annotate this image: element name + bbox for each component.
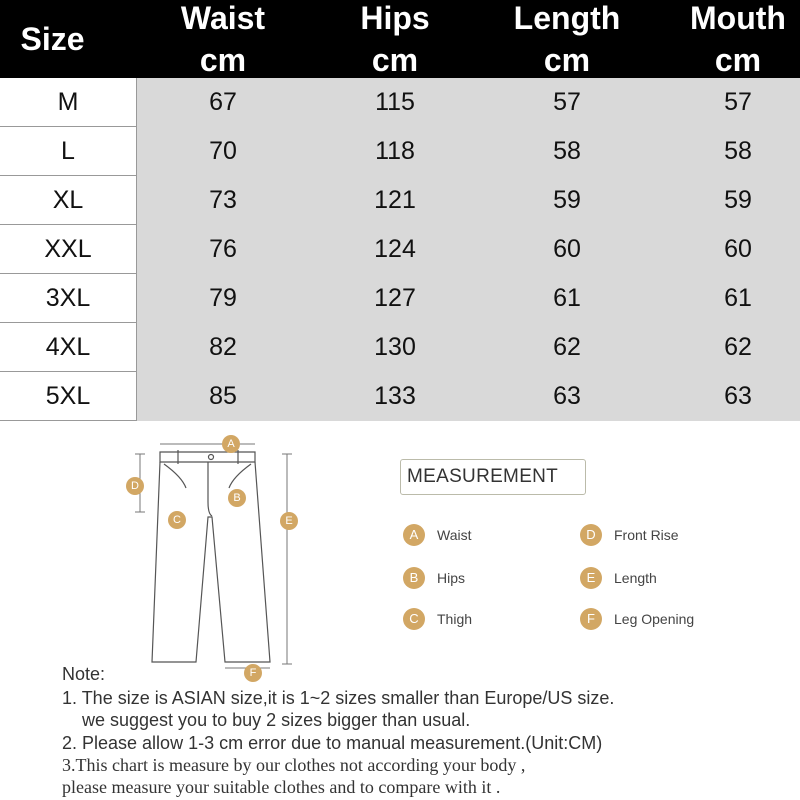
length-cell: 63	[553, 382, 581, 410]
values-band	[137, 127, 800, 176]
table-row	[0, 225, 800, 274]
header-mouth-unit: cm	[714, 42, 762, 78]
waist-cell: 76	[209, 235, 237, 263]
length-cell: 58	[553, 137, 581, 165]
marker-a-icon: A	[222, 435, 240, 453]
waist-cell: 70	[209, 137, 237, 165]
length-cell: 57	[553, 88, 581, 116]
table-row	[0, 78, 800, 127]
marker-e-icon: E	[280, 512, 298, 530]
length-cell: 61	[553, 284, 581, 312]
values-band	[137, 323, 800, 372]
marker-f-icon: F	[244, 664, 262, 682]
notes-heading: Note:	[62, 664, 106, 684]
mouth-cell: 60	[724, 235, 752, 263]
badge-e-icon: E	[580, 567, 602, 589]
badge-b-icon: B	[403, 567, 425, 589]
waist-cell: 67	[209, 88, 237, 116]
header-size: Size	[20, 21, 85, 57]
marker-c-icon: C	[168, 511, 186, 529]
size-cell: 3XL	[0, 274, 137, 323]
pants-measurement-diagram	[120, 432, 320, 679]
note-3-continued: please measure your suitable clothes and to compare with it .	[62, 777, 501, 797]
size-cell: 5XL	[0, 372, 137, 421]
legend-label: Front Rise	[614, 527, 679, 543]
header-hips-label: Hips	[360, 0, 430, 36]
badge-f-icon: F	[580, 608, 602, 630]
header-length	[497, 0, 637, 78]
size-cell: 4XL	[0, 323, 137, 372]
table-row	[0, 127, 800, 176]
header-mouth-label: Mouth	[690, 0, 786, 36]
header-hips	[335, 0, 455, 78]
length-cell: 59	[553, 186, 581, 214]
size-cell: L	[0, 127, 137, 176]
legend-label: Hips	[437, 570, 466, 586]
header-waist-unit: cm	[199, 42, 247, 78]
table-row	[0, 176, 800, 225]
legend-label: Thigh	[437, 611, 473, 627]
table-row	[0, 372, 800, 421]
values-band	[137, 274, 800, 323]
header-hips-unit: cm	[371, 42, 419, 78]
header-waist	[163, 0, 283, 78]
header-length-label: Length	[513, 0, 621, 36]
values-band	[137, 176, 800, 225]
measurement-title: MEASUREMENT	[407, 466, 559, 487]
table-header	[0, 0, 800, 78]
hips-cell: 124	[374, 235, 416, 263]
hips-cell: 130	[374, 333, 416, 361]
mouth-cell: 57	[724, 88, 752, 116]
values-band	[137, 78, 800, 127]
marker-d-icon: D	[126, 477, 144, 495]
legend-label: Leg Opening	[614, 611, 695, 627]
table-row	[0, 274, 800, 323]
size-cell: XL	[0, 176, 137, 225]
length-cell: 62	[553, 333, 581, 361]
badge-c-icon: C	[403, 608, 425, 630]
values-band	[137, 225, 800, 274]
hips-cell: 115	[375, 88, 415, 116]
mouth-cell: 61	[724, 284, 752, 312]
size-cell: XXL	[0, 225, 137, 274]
waist-cell: 73	[209, 186, 237, 214]
header-length-unit: cm	[543, 42, 591, 78]
measurement-title-box	[400, 459, 586, 495]
note-3: 3.This chart is measure by our clothes not according your body ,	[62, 755, 526, 775]
badge-d-icon: D	[580, 524, 602, 546]
note-1-continued: we suggest you to buy 2 sizes bigger than usual.	[62, 710, 471, 730]
note-2: 2. Please allow 1-3 cm error due to manual measurement.(Unit:CM)	[62, 733, 603, 753]
legend-label: Length	[614, 570, 657, 586]
size-cell: M	[0, 78, 137, 127]
mouth-cell: 62	[724, 333, 752, 361]
hips-cell: 133	[374, 382, 416, 410]
waist-cell: 85	[209, 382, 237, 410]
header-waist-label: Waist	[180, 0, 266, 36]
badge-a-icon: A	[403, 524, 425, 546]
table-row	[0, 323, 800, 372]
marker-b-icon: B	[228, 489, 246, 507]
mouth-cell: 63	[724, 382, 752, 410]
mouth-cell: 58	[724, 137, 752, 165]
hips-cell: 127	[374, 284, 416, 312]
length-cell: 60	[553, 235, 581, 263]
hips-cell: 118	[375, 137, 415, 165]
pants-illustration	[120, 432, 320, 672]
note-1: 1. The size is ASIAN size,it is 1~2 sizes smaller than Europe/US size.	[62, 688, 615, 708]
values-band	[137, 372, 800, 421]
legend-label: Waist	[437, 527, 472, 543]
header-mouth	[675, 0, 800, 78]
mouth-cell: 59	[724, 186, 752, 214]
waist-cell: 82	[209, 333, 237, 361]
waist-cell: 79	[209, 284, 237, 312]
hips-cell: 121	[374, 186, 416, 214]
